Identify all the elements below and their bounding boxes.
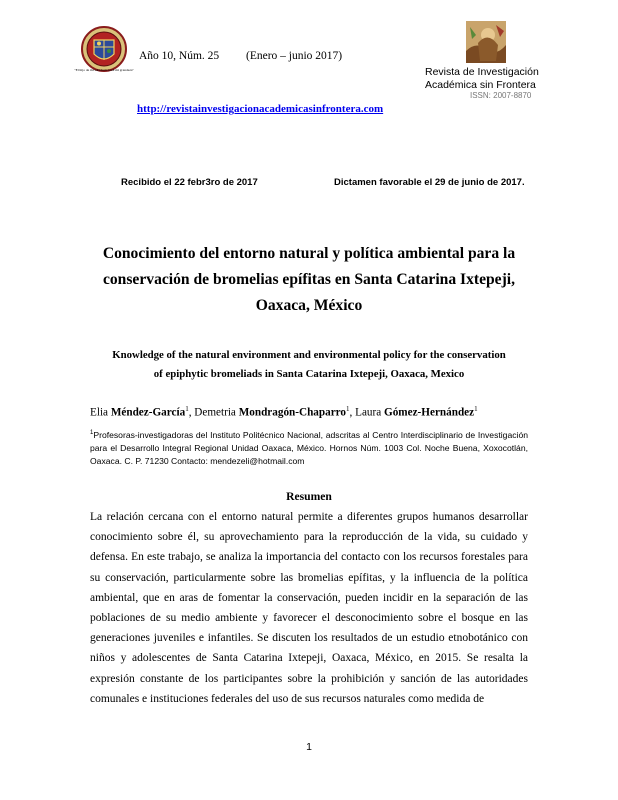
issue-number: Año 10, Núm. 25: [139, 50, 220, 62]
author-affiliation-mark: 1: [185, 405, 189, 413]
title-en-line: Knowledge of the natural environment and environmental policy for the conservation: [112, 349, 506, 361]
author-affiliation-mark: 1: [474, 405, 478, 413]
logo-caption: "El hijo de mi sabiduría hará mi grandeza": [74, 68, 134, 72]
approval-date: Dictamen favorable el 29 de junio de 2017.: [334, 177, 525, 188]
abstract-heading: Resumen: [286, 490, 332, 503]
journal-name-line2: Académica sin Frontera: [425, 79, 536, 91]
title-line: conservación de bromelias epífitas en Santa Catarina Ixtepeji,: [102, 271, 516, 288]
title-en-line: of epiphytic bromeliads in Santa Catarina Ixtepeji, Oaxaca, Mexico: [153, 367, 465, 380]
journal-name-line1: Revista de Investigación: [425, 66, 539, 78]
title-line: Oaxaca, México: [255, 297, 363, 314]
author-surname: Méndez-García: [110, 406, 186, 419]
affiliation-mark: 1: [90, 430, 94, 436]
author-surname: Mondragón-Chaparro: [238, 406, 347, 419]
author-given-name: Demetria: [194, 406, 236, 419]
abstract-body: La relación cercana con el entorno natural permite a diferentes grupos humanos desarrollar conocimiento sobre él, su aprovechamiento para la reproducción de la vida, su cuidado y defensa. En este trabajo, se analiza la importancia del contacto con los recursos forestales para su conservación, particularmente sobre las bromelias epífitas, y la influencia de la política ambiental, que en aras de fomentar la conservación, pueden incidir en la separación de las poblaciones de su medio ambiente y favorecer el desconocimiento sobre el bosque en las generaciones juveniles e infantiles. Se discuten los resultados de un estudio etnobotánico con niños y adolescentes de Santa Catarina Ixtepeji, Oaxaca, México, en 2015. Se resalta la expresión constante de los participantes sobre la prohibición y sanción de las autoridades comunales e instituciones federales del uso de sus recursos naturales como medida de: [90, 511, 528, 705]
author-list: [90, 405, 478, 419]
issue-dates: (Enero – junio 2017): [246, 50, 343, 62]
journal-url-link[interactable]: http://revistainvestigacionacademicasinfrontera.com: [137, 103, 384, 115]
university-seal-icon: [80, 26, 128, 72]
received-date: Recibido el 22 febr3ro de 2017: [121, 177, 258, 188]
page-number: 1: [306, 741, 312, 753]
affiliation-text: Profesoras-investigadoras del Instituto Politécnico Nacional, adscritas al Centro Interdisciplinario de Investigación para el Desarrollo Integral Regional Unidad Oaxaca, México. Hornos Núm. 1003 Col. Noche Buena, Xoxocotlán, Oaxaca. C. P. 71230 Contacto: mendezeli@hotmail.com: [90, 429, 528, 466]
author-given-name: Elia: [90, 406, 109, 419]
title-line: Conocimiento del entorno natural y política ambiental para la: [102, 245, 516, 262]
author-separator: ,: [188, 406, 195, 419]
issn: ISSN: 2007-8870: [470, 91, 532, 100]
paper-title: [60, 241, 558, 319]
author-affiliation-mark: 1: [346, 405, 350, 413]
journal-logo-icon: [466, 21, 506, 63]
author-surname: Gómez-Hernández: [384, 406, 475, 419]
author-given-name: Laura: [355, 406, 382, 419]
author-separator: ,: [349, 406, 356, 419]
paper-title-english: [60, 346, 558, 383]
author-affiliation: [90, 427, 528, 468]
